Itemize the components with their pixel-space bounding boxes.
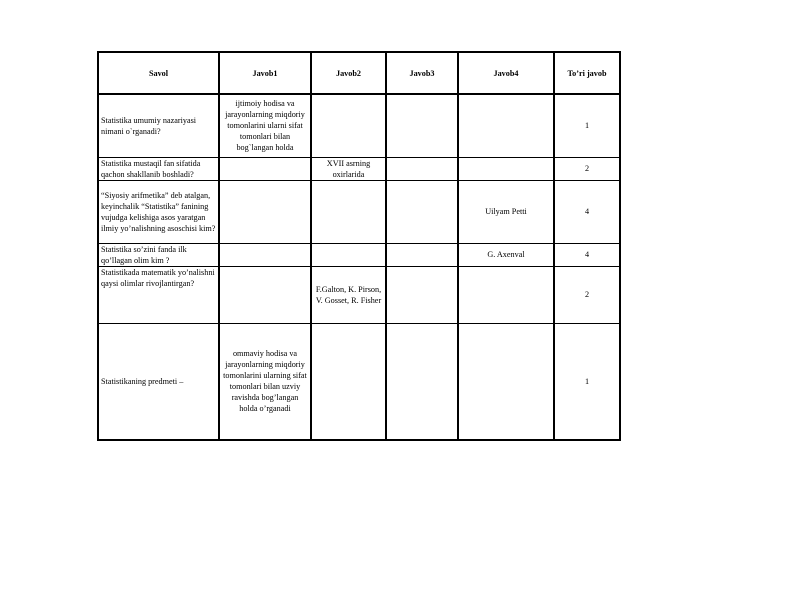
header-javob4: Javob4 [458, 52, 554, 94]
correct-answer-cell: 2 [554, 157, 620, 180]
answer2-cell [311, 243, 386, 266]
answer2-cell [311, 323, 386, 440]
correct-answer-cell: 2 [554, 266, 620, 323]
answer3-cell [386, 180, 458, 243]
question-cell: Statistika umumiy nazariyasi nimani o`rganadi? [98, 94, 219, 157]
answer3-cell [386, 157, 458, 180]
question-cell: Statistikaning predmeti – [98, 323, 219, 440]
answer3-cell [386, 243, 458, 266]
question-cell: Statistika so’zini fanda ilk qo’llagan olim kim ? [98, 243, 219, 266]
table-row [98, 94, 620, 157]
quiz-table [97, 51, 621, 441]
answer3-cell [386, 266, 458, 323]
answer3-cell [386, 323, 458, 440]
header-javob1: Javob1 [219, 52, 311, 94]
table-row [98, 323, 620, 440]
answer1-cell: ommaviy hodisa va jarayonlarning miqdoriy tomonlarini ularning sifat tomonlari bilan uzviy ravishda bog’langan holda o’rganadi [219, 323, 311, 440]
header-savol: Savol [98, 52, 219, 94]
answer1-cell [219, 180, 311, 243]
correct-answer-cell: 4 [554, 243, 620, 266]
header-correct-answer: To’ri javob [554, 52, 620, 94]
answer4-cell [458, 94, 554, 157]
header-javob3: Javob3 [386, 52, 458, 94]
answer2-cell [311, 180, 386, 243]
header-row [98, 52, 620, 94]
answer4-cell: G. Axenval [458, 243, 554, 266]
answer4-cell: Uilyam Petti [458, 180, 554, 243]
answer3-cell [386, 94, 458, 157]
answer1-cell [219, 243, 311, 266]
header-javob2: Javob2 [311, 52, 386, 94]
correct-answer-cell: 1 [554, 94, 620, 157]
answer1-cell [219, 266, 311, 323]
table-row [98, 157, 620, 180]
answer2-cell: F.Galton, K. Pirson, V. Gosset, R. Fisher [311, 266, 386, 323]
answer4-cell [458, 266, 554, 323]
question-cell: Statistikada matematik yo’nalishni qaysi olimlar rivojlantirgan? [98, 266, 219, 323]
answer4-cell [458, 157, 554, 180]
question-cell: “Siyosiy arifmetika” deb atalgan, keyinchalik “Statistika” fanining vujudga kelishiga asos yaratgan ilmiy yo’nalishning asoschisi kim? [98, 180, 219, 243]
correct-answer-cell: 4 [554, 180, 620, 243]
answer2-cell: XVII asrning oxirlarida [311, 157, 386, 180]
answer4-cell [458, 323, 554, 440]
table-row [98, 180, 620, 243]
answer1-cell: ijtimoiy hodisa va jarayonlarning miqdoriy tomonlarini ularni sifat tomonlari bilan bog`langan holda [219, 94, 311, 157]
table-row [98, 243, 620, 266]
table-row [98, 266, 620, 323]
question-cell: Statistika mustaqil fan sifatida qachon shakllanib boshladi? [98, 157, 219, 180]
answer2-cell [311, 94, 386, 157]
answer1-cell [219, 157, 311, 180]
correct-answer-cell: 1 [554, 323, 620, 440]
